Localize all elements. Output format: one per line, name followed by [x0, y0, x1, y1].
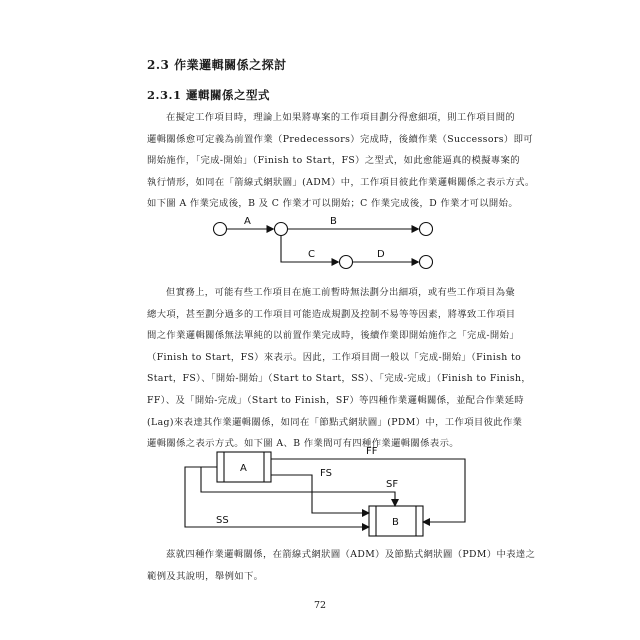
paragraph-1 [147, 107, 535, 215]
subsection-title: 邏輯關係之型式 [186, 88, 271, 102]
paragraph-line: Start，FS）、「開始-開始」（Start to Start，SS）、「完成-完成」（Finish to Finish， [147, 373, 532, 385]
relation-label-fs: FS [320, 468, 332, 479]
paragraph-line: 開始施作，「完成-開始」（Finish to Start，FS）之型式，如此愈能逼真的模擬專案的 [147, 155, 520, 167]
paragraph-line: 邏輯關係之表示方式。如下圖 A、B 作業間可有四種作業邏輯關係表示。 [147, 438, 459, 450]
relation-label-sf: SF [386, 479, 399, 490]
paragraph-line: 執行情形，如同在「箭線式網狀圖」(ADM）中，工作項目彼此作業邏輯關係之表示方式。 [147, 176, 535, 188]
pdm-node-diagram [180, 440, 480, 540]
activity-label-b: B [330, 216, 337, 227]
paragraph-line: （Finish to Start，FS）來表示。因此，工作項目間一般以「完成-開始」（Finish to [147, 351, 522, 363]
paragraph-line: FF）、及「開始-完成」（Start to Finish，SF）等四種作業邏輯關係，並配合作業延時 [147, 394, 524, 406]
paragraph-line: 總大項，甚至劃分過多的工作項目可能造成規劃及控制不易等等因素，將導致工作項目 [147, 308, 516, 320]
node-label-b: B [392, 517, 399, 528]
event-node [275, 223, 288, 236]
relation-label-ff: FF [366, 446, 378, 457]
activity-label-d: D [377, 249, 385, 260]
subsection-number: 2.3.1 [147, 88, 182, 102]
event-node [340, 256, 353, 269]
relation-label-ss: SS [216, 515, 229, 526]
event-node [420, 223, 433, 236]
paragraph-line: 間之作業邏輯關係無法單純的以前置作業完成時，後續作業即開始施作之「完成-開始」 [147, 330, 520, 342]
page-number: 72 [313, 600, 327, 611]
paragraph-line: 邏輯關係愈可定義為前置作業（Predecessors）完成時，後續作業（Successors）即可 [147, 133, 533, 145]
relation-ss-line [185, 467, 369, 527]
relation-fs-line [271, 475, 369, 513]
node-label-a: A [240, 463, 247, 474]
section-heading [147, 56, 287, 73]
adm-arrow-diagram [200, 212, 450, 274]
paragraph-line: 如下圖 A 作業完成後，B 及 C 作業才可以開始；C 作業完成後，D 作業才可以開始。 [147, 198, 519, 210]
paragraph-line: 範例及其說明，舉例如下。 [147, 570, 264, 582]
section-number: 2.3 [147, 58, 170, 72]
activity-label-a: A [244, 216, 251, 227]
activity-label-c: C [308, 249, 315, 260]
paragraph-line: 在擬定工作項目時，理論上如果將專案的工作項目劃分得愈細項，則工作項目間的 [166, 112, 516, 123]
paragraph-line: 茲就四種作業邏輯關係，在箭線式網狀圖（ADM）及節點式網狀圖（PDM）中表達之 [166, 549, 536, 560]
paragraph-3 [147, 544, 536, 587]
paragraph-2 [147, 282, 532, 455]
paragraph-line: (Lag)來表達其作業邏輯關係，如同在「節點式網狀圖」(PDM）中，工作項目彼此作業 [147, 416, 523, 428]
event-node [214, 223, 227, 236]
subsection-heading [147, 87, 270, 103]
section-title: 作業邏輯關係之探討 [174, 58, 287, 72]
event-node [420, 256, 433, 269]
paragraph-line: 但實務上，可能有些工作項目在施工前暫時無法劃分出細項，或有些工作項目為彙 [166, 287, 516, 298]
